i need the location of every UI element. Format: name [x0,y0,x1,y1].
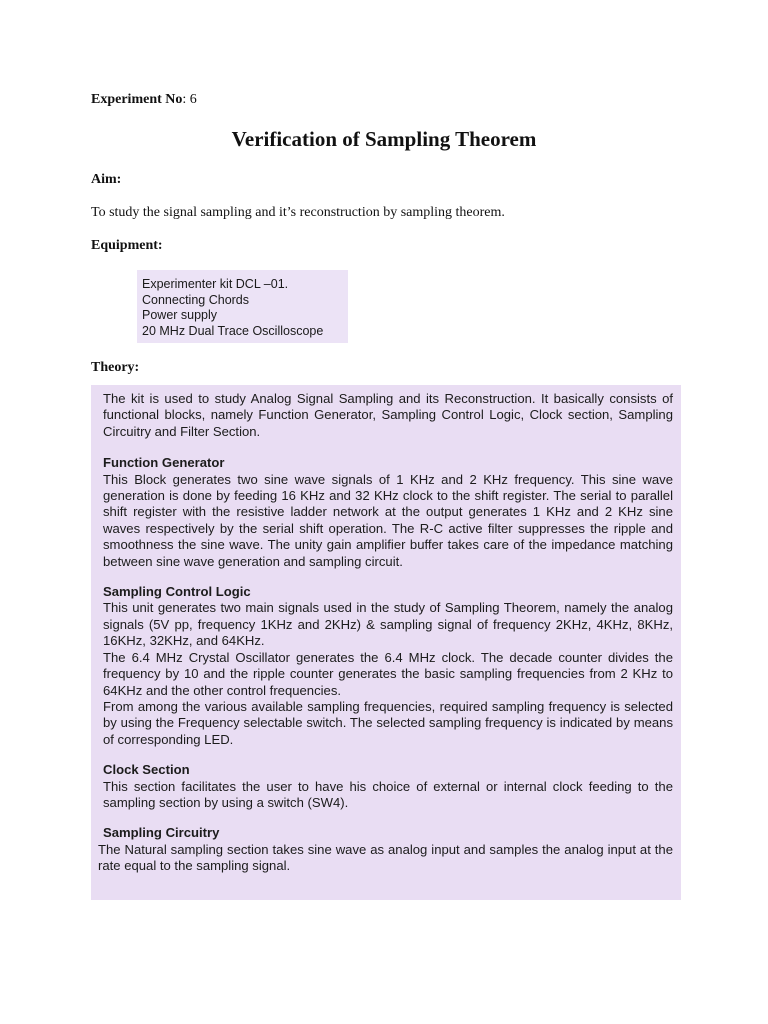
section-paragraph: The 6.4 MHz Crystal Oscillator generates the 6.4 MHz clock. The decade counter divides the frequency by 10 and the ripple counter generates the basic sampling frequencies from 2 KHz to 64KHz and the other control frequencies. [103,649,673,698]
section-paragraph: The Natural sampling section takes sine wave as analog input and samples the analog input at the rate equal to the sampling signal. [98,841,673,874]
equipment-heading: Equipment: [91,238,163,253]
section-title-sampling-control-logic: Sampling Control Logic [103,584,251,600]
section-title-clock-section: Clock Section [103,762,190,778]
aim-heading: Aim: [91,172,122,187]
experiment-separator: : [182,92,190,107]
experiment-number-line [91,92,197,108]
theory-heading: Theory: [91,360,140,375]
section-title-function-generator: Function Generator [103,455,225,471]
section-title-sampling-circuitry: Sampling Circuitry [103,825,220,841]
theory-intro: The kit is used to study Analog Signal Sampling and its Reconstruction. It basically consists of functional blocks, namely Function Generator, Sampling Control Logic, Clock section, Sampling Circuitry and Filter Section. [103,391,673,439]
equipment-list [137,270,348,343]
section-paragraph: This section facilitates the user to have his choice of external or internal clock feeding to the sampling section by using a switch (SW4). [103,778,673,810]
section-paragraph: This Block generates two sine wave signals of 1 KHz and 2 KHz frequency. This sine wave generation is done by feeding 16 KHz and 32 KHz clock to the shift register. The serial to parallel shift register with the resistive ladder network at the output generates 1 KHz and 2 KHz sine waves respectively by the serial shift operation. The R-C active filter suppresses the ripple and smoothness the sine wave. The unity gain amplifier buffer takes care of the impedance matching between sine wave generation and sampling circuit. [103,471,673,569]
equipment-item: Power supply [142,308,218,323]
section-paragraph: From among the various available sampling frequencies, required sampling frequency is selected by using the Frequency selectable switch. The selected sampling frequency is indicated by means of corresponding LED. [103,698,673,747]
section-paragraph: This unit generates two main signals used in the study of Sampling Theorem, namely the analog signals (5V pp, frequency 1KHz and 2KHz) & sampling signal of frequency 2KHz, 4KHz, 8KHz, 16KHz, 32KHz, and 64KHz. [103,600,673,649]
experiment-number: 6 [189,92,197,107]
equipment-item: Experimenter kit DCL –01. [142,277,289,291]
equipment-item: 20 MHz Dual Trace Oscilloscope [142,323,324,338]
theory-scan [91,385,681,900]
aim-text: To study the signal sampling and it’s reconstruction by sampling theorem. [91,205,505,220]
experiment-label: Experiment No [91,92,183,107]
equipment-item: Connecting Chords [142,292,250,307]
page-title: Verification of Sampling Theorem [231,127,537,151]
